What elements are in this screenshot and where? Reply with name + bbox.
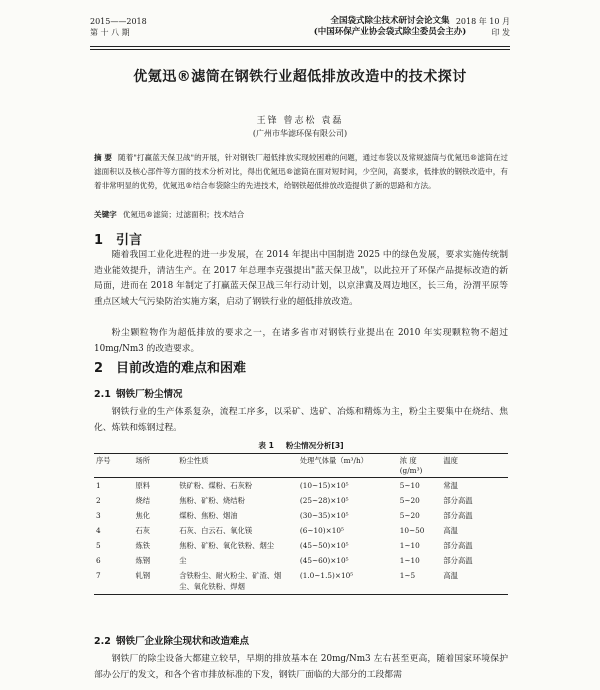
table-row	[94, 538, 508, 553]
table-cell: 焦粉、矿粉、氧化铁粉、烟尘	[179, 541, 275, 550]
col-header-label: 浓 度	[399, 456, 417, 465]
table-cell: 部分高温	[443, 541, 473, 550]
col-header: 处理气体量（m³/h）	[298, 454, 398, 478]
table-cell: 3	[96, 511, 101, 520]
table-cell: 含铁粉尘、耐火粉尘、矿渣、烟尘、氧化铁粉、焊烟	[177, 568, 298, 595]
section-2-1-paragraph: 钢铁行业的生产体系复杂，流程工序多，以采矿、选矿、冶炼和精炼为主，粉尘主要集中在烧结、焦化、炼铁和炼钢过程。	[94, 407, 508, 433]
table-row	[94, 478, 508, 494]
table-cell: 5~20	[399, 496, 420, 505]
table-header-row	[94, 454, 508, 478]
table-cell: 5~20	[399, 511, 420, 520]
table-cell: 部分高温	[443, 496, 473, 505]
table-cell: 石灰	[135, 526, 151, 535]
section-number: 1	[94, 233, 104, 248]
table-cell: 1~10	[399, 541, 420, 550]
table-cell: (45~50)×10⁵	[299, 541, 349, 550]
header-rule	[90, 46, 510, 47]
table-cell: 轧钢	[134, 568, 178, 595]
table-cell: 1	[96, 481, 101, 490]
table-cell: 常温	[443, 481, 458, 490]
table-cell: (6~10)×10⁵	[299, 526, 344, 535]
table-cell: (25~28)×10⁵	[299, 496, 349, 505]
table-caption	[94, 440, 508, 451]
subsection-2-2-heading	[94, 633, 249, 647]
paper-affiliation: (广州市华滤环保有限公司)	[252, 129, 348, 138]
section-2-2-paragraph: 钢铁厂的除尘设备大都建立较早，早期的排放基本在 20mg/Nm3 左右甚至更高，随着国家环境保护部办公厅的发文，和各个省市排放标准的下发，钢铁厂面临的大部分的工段都需	[94, 654, 508, 680]
col-header: 场所	[134, 454, 178, 478]
table-row	[94, 493, 508, 508]
header-issue: 第 十 八 期	[90, 28, 130, 37]
table-cell: (30~35)×10⁵	[299, 511, 349, 520]
section-1-paragraph-2: 粉尘颗粒物作为超低排放的要求之一，在诸多省市对钢铁行业提出在 2010 年实现颗粒物不超过 10mg/Nm3 的改造要求。	[94, 328, 508, 354]
subsection-2-1-heading	[94, 386, 183, 400]
table-cell: 高温	[443, 526, 458, 535]
subsection-number: 2.2	[94, 636, 111, 647]
abstract-label: 摘 要	[94, 153, 113, 162]
table-cell: 石灰、白云石、氧化镁	[179, 526, 253, 535]
table-cell: 4	[96, 526, 101, 535]
subsection-title: 钢铁厂企业除尘现状和改造难点	[116, 636, 250, 647]
subsection-title: 钢铁厂粉尘情况	[116, 389, 183, 400]
table-cell: 5~10	[399, 481, 420, 490]
section-title: 引言	[116, 233, 143, 248]
table-cell: 部分高温	[443, 511, 473, 520]
table-cell: 炼钢	[135, 556, 151, 565]
col-header-unit: (g/m³)	[399, 466, 423, 475]
table-cell: 焦粉、矿粉、烧结粉	[179, 496, 245, 505]
header-proceedings-title: 全国袋式除尘技术研讨会论文集	[330, 16, 450, 26]
header-rule-thin	[90, 49, 510, 50]
table-cell: 原料	[135, 481, 151, 490]
table-row	[94, 553, 508, 568]
col-header: 序号	[94, 454, 134, 478]
table-cell: (10~15)×10⁵	[299, 481, 349, 490]
section-title: 目前改造的难点和困难	[116, 361, 247, 376]
section-2-heading	[94, 357, 246, 376]
paper-title: 优氪迅®滤筒在钢铁行业超低排放改造中的技术探讨	[133, 69, 467, 85]
table-cell: 烧结	[135, 496, 151, 505]
table-title: 粉尘情况分析[3]	[285, 441, 344, 450]
table-cell: 1~5	[398, 568, 442, 595]
table-cell: 部分高温	[443, 556, 473, 565]
col-header	[398, 454, 442, 478]
col-header: 温度	[441, 454, 508, 478]
table-cell: 1~10	[399, 556, 420, 565]
keywords-text: 优氪迅®滤筒；过滤面积；技术结合	[122, 210, 245, 219]
paper-authors: 王锋 曾志松 袁磊	[256, 116, 344, 126]
header-right	[390, 16, 510, 38]
table-cell: 高温	[441, 568, 508, 595]
table-cell: 煤粉、焦粉、烟油	[179, 511, 238, 520]
col-header: 粉尘性质	[177, 454, 298, 478]
table-row	[94, 508, 508, 523]
header-organizer: (中国环保产业协会袋式除尘委员会主办)	[313, 27, 467, 37]
abstract-text: 随着"打赢蓝天保卫战"的开展，针对钢铁厂超低排放实现较困难的问题，通过布袋以及常规滤筒与优氪迅®滤筒在过滤面积以及核心部件等方面的技术分析对比，得出优氪迅®滤筒在面对短时间，少空间，高要求，低排放的钢铁改造中，有着非常明显的优势，优氪迅®结合布袋除尘的先进技术，给钢铁超低排放改造提供了新的思路和方法。	[94, 153, 508, 190]
table-cell: 6	[96, 556, 101, 565]
section-number: 2	[94, 361, 104, 376]
section-1-paragraph-1: 随着我国工业化进程的进一步发展，在 2014 年提出中国制造 2025 中的绿色发展，要求实施传统制造业能效提升，清洁生产。在 2017 年总理李克强提出"蓝天保卫战"，以此拉开了环保产品提标改造的新局面，进而在 2018 年制定了打赢蓝天保卫战三年行动计划，以京津冀及周边地区，长三角，汾渭平原等重点区域大气污染防治实施方案，启动了钢铁行业的超低排放改造。	[94, 250, 508, 307]
table-cell: 5	[96, 541, 101, 550]
table-cell: (1.0~1.5)×10⁵	[298, 568, 398, 595]
keywords-label: 关键字	[94, 210, 117, 219]
table-cell: 2	[96, 496, 101, 505]
abstract	[94, 151, 508, 193]
header-date: 2018 年 10 月	[455, 17, 510, 26]
table-number: 表 1	[258, 441, 274, 450]
subsection-number: 2.1	[94, 389, 111, 400]
table-cell: 10~50	[399, 526, 425, 535]
section-1-heading	[94, 229, 142, 248]
header-printed: 印 发	[491, 28, 510, 37]
dust-analysis-table	[94, 453, 508, 595]
running-header	[90, 16, 510, 48]
header-period: 2015——2018	[90, 17, 147, 26]
table-cell: 焦化	[135, 511, 151, 520]
table-cell: 炼铁	[135, 541, 151, 550]
table-row	[94, 523, 508, 538]
table-cell: 铁矿粉、煤粉、石灰粉	[179, 481, 253, 490]
header-left	[90, 16, 210, 38]
table-cell: 7	[94, 568, 134, 595]
table-cell: 尘	[179, 556, 187, 565]
table-cell: (45~60)×10⁵	[299, 556, 349, 565]
table-row	[94, 568, 508, 595]
keywords	[94, 209, 508, 220]
